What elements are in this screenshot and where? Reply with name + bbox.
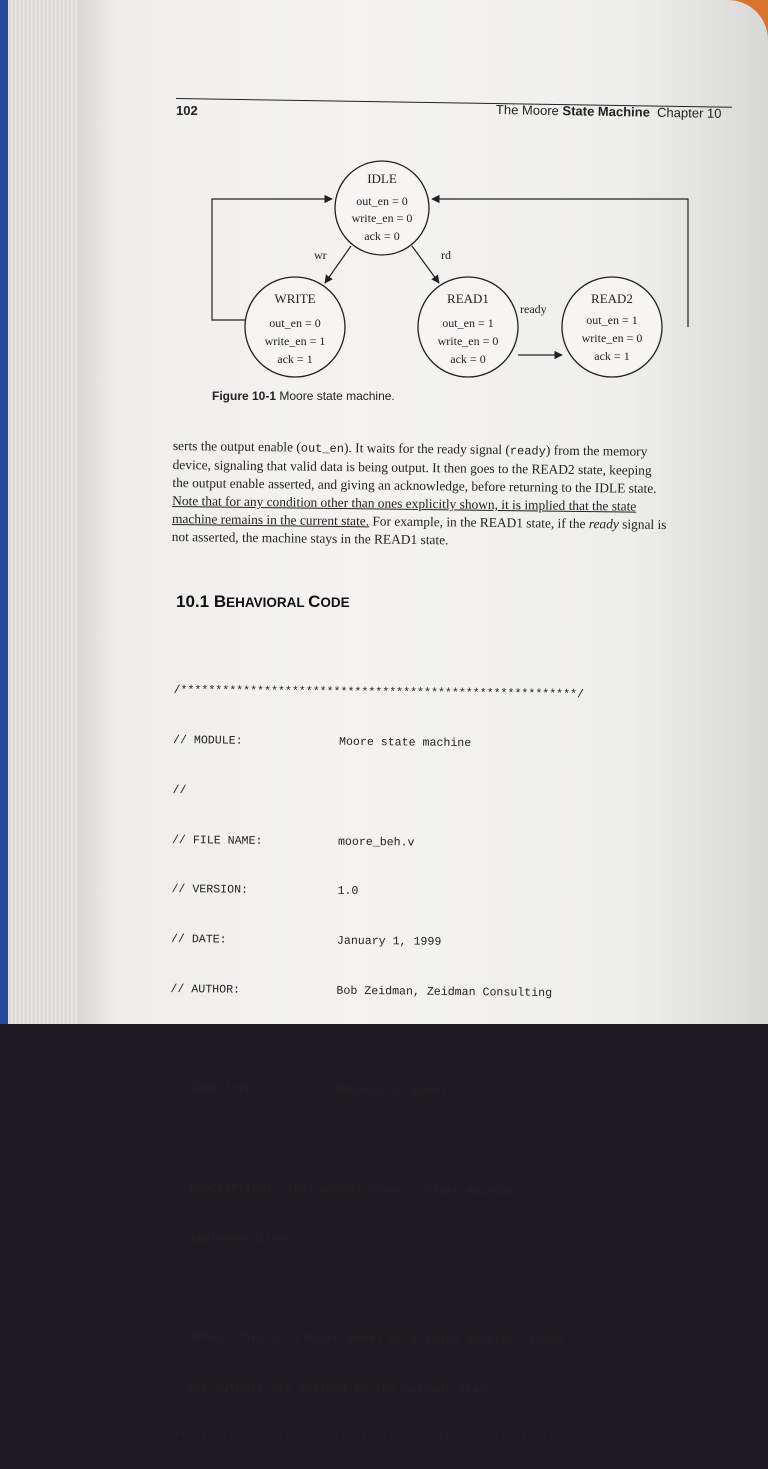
state-write-name: WRITE [274, 291, 316, 306]
state-read2-line: ack = 1 [594, 349, 630, 363]
section-heading: 10.1 BEHAVIORAL CODE [176, 592, 350, 611]
state-write-line: write_en = 1 [264, 334, 326, 348]
paragraph-line-underlined: Note that for any condition other than ones explicitly shown, it is implied that the state [172, 492, 637, 514]
code-line: // [168, 1132, 183, 1146]
inline-code: out_en [300, 441, 345, 457]
state-diagram [200, 155, 700, 385]
state-read2 [562, 277, 662, 377]
paragraph-line: machine remains in the current state. For example, in the READ1 state, if the ready signal is [171, 510, 667, 533]
code-line: // implementation. [167, 1231, 294, 1247]
state-read1-name: READ1 [447, 291, 489, 306]
code-line: // [167, 1281, 182, 1295]
label-ready: ready [520, 302, 547, 316]
code-block [165, 650, 733, 1469]
body-paragraph [172, 437, 733, 553]
state-idle [335, 161, 429, 255]
page-number: 102 [176, 103, 198, 118]
figure-caption-text: Moore state machine. [279, 389, 395, 403]
state-read2-name: READ2 [591, 291, 633, 306]
state-idle-line: ack = 0 [364, 229, 400, 243]
edge-idle-write [325, 246, 351, 283]
state-write-line: out_en = 0 [269, 316, 321, 330]
figure-caption-label: Figure 10-1 [212, 389, 277, 403]
state-read1-line: out_en = 1 [442, 316, 494, 330]
state-read1-line: write_en = 0 [437, 334, 499, 348]
paragraph-line: the output enable asserted, and giving an acknowledge, before returning to the IDLE state. [172, 474, 657, 496]
state-read1-line: ack = 0 [450, 352, 486, 366]
edge-idle-read1 [412, 246, 439, 283]
label-rd: rd [441, 248, 451, 262]
code-line: // VERSION: 1.0 [171, 883, 359, 899]
paragraph-line: serts the output enable (out_en). It waits for the ready signal (ready) from the memory [172, 437, 648, 459]
state-read2-line: out_en = 1 [586, 313, 638, 327]
running-title: The Moore [495, 102, 563, 119]
paragraph-line: not asserted, the machine stays in the READ1 state. [171, 528, 449, 548]
code-line: // [169, 1032, 184, 1046]
state-idle-line: write_en = 0 [351, 211, 413, 225]
code-line: // MODULE: Moore state machine [172, 733, 472, 751]
paragraph-line: device, signaling that valid data is being output. It then goes to the READ2 state, keeping [172, 456, 652, 478]
code-line: // [172, 783, 187, 797]
label-wr: wr [314, 248, 327, 262]
code-line: /*********************************************************/ [173, 684, 585, 702]
figure-caption [212, 389, 395, 403]
code-line: // NOTES: This is a Moore model of a state machine, since [166, 1331, 564, 1349]
state-idle-line: out_en = 0 [356, 194, 408, 208]
code-line: // CODE TYPE: Behavioral Level [169, 1082, 447, 1099]
state-read1 [418, 277, 518, 377]
state-idle-name: IDLE [367, 171, 397, 186]
code-line: // AUTHOR: Bob Zeidman, Zeidman Consulting [170, 982, 553, 1000]
book-page-stack [8, 0, 88, 1024]
inline-code: ready [509, 444, 546, 459]
code-line: // DATE: January 1, 1999 [170, 933, 442, 949]
running-chapter: Chapter 10 [656, 104, 722, 121]
code-line: /*********************************************************/ [165, 1430, 577, 1449]
code-line: // DESCRIPTION: This module shows a state machine [168, 1181, 517, 1199]
code-line: // FILE NAME: moore_beh.v [171, 833, 415, 850]
running-title-bold: State Machine [562, 103, 651, 120]
code-line: // the outputs are defined by the current state. [166, 1381, 501, 1398]
state-read2-line: write_en = 0 [581, 331, 643, 345]
state-write-line: ack = 1 [277, 352, 313, 366]
state-write [245, 277, 345, 377]
